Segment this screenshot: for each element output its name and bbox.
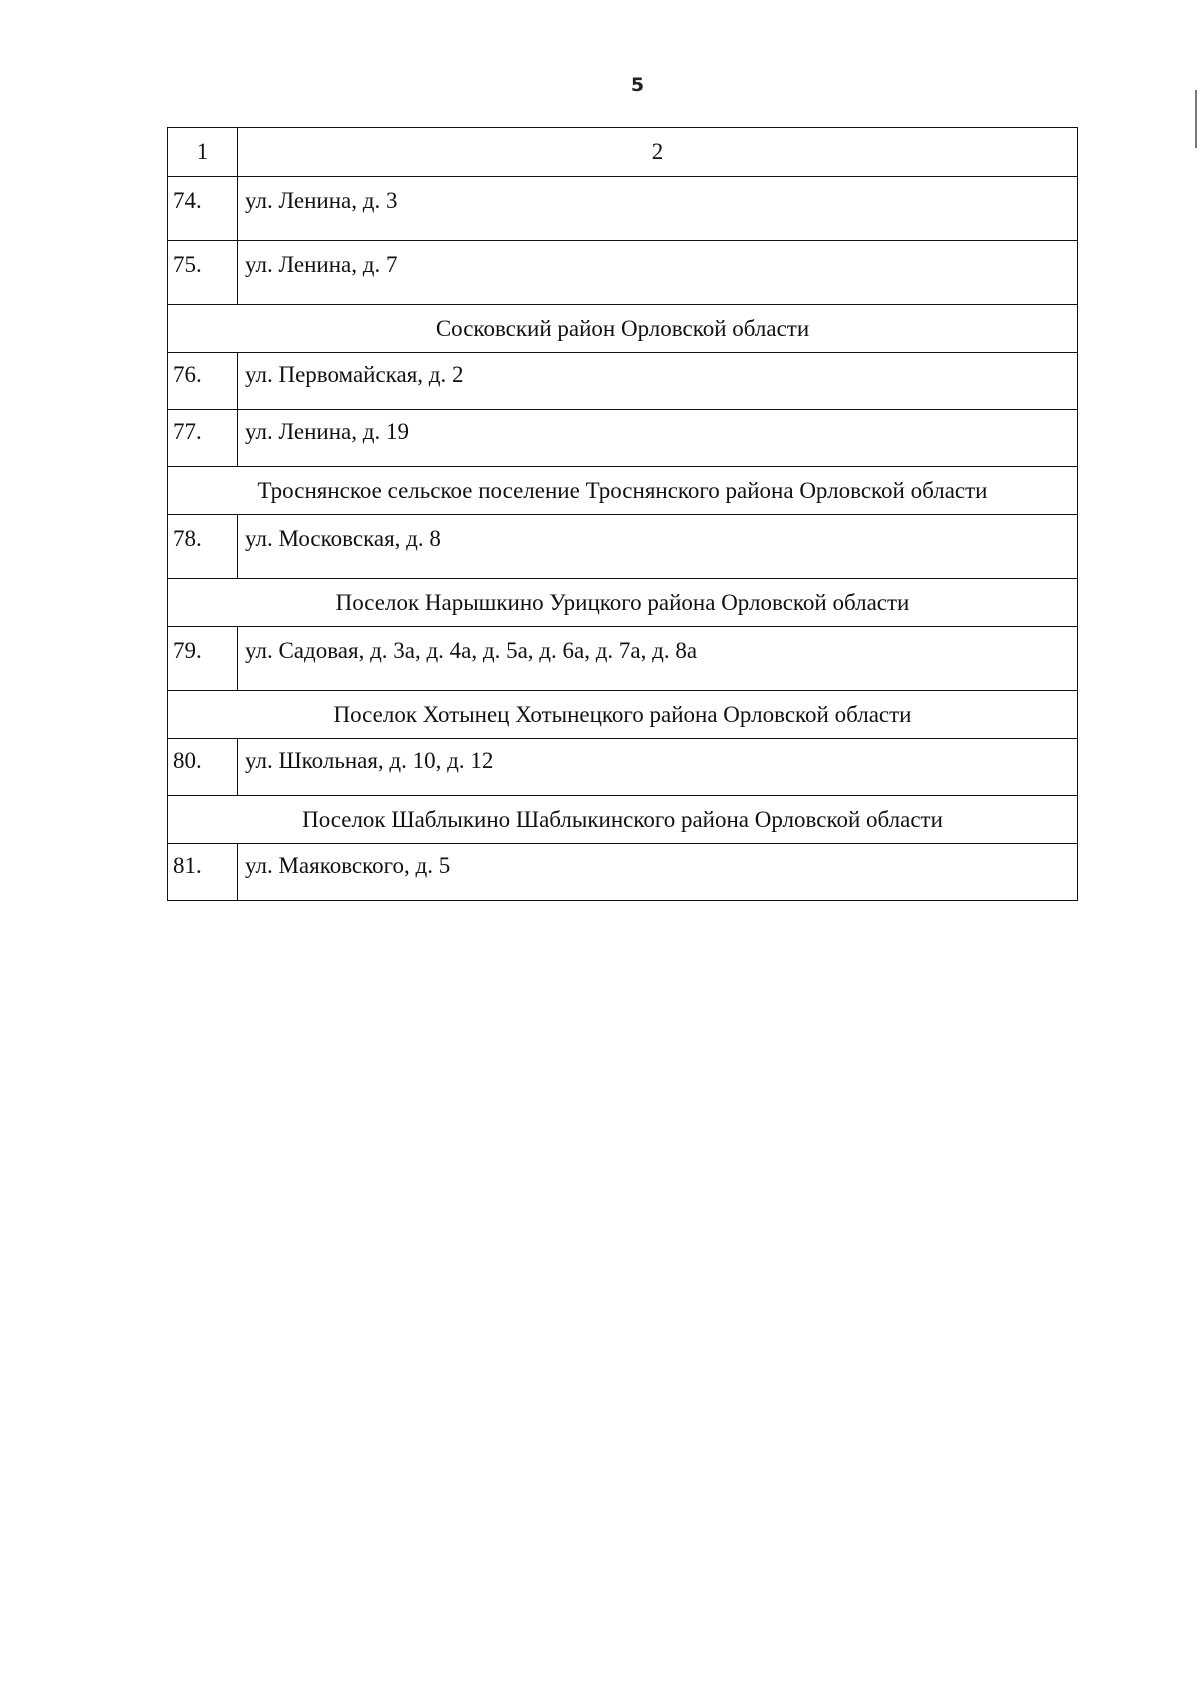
table-row [168,410,1078,467]
page-number: 5 [630,74,645,96]
table-header-row [168,128,1078,177]
row-number: 76. [168,353,238,410]
group-heading: Поселок Нарышкино Урицкого района Орловской области [168,579,1078,627]
group-heading: Поселок Шаблыкино Шаблыкинского района Орловской области [168,796,1078,844]
group-heading: Сосковский район Орловской области [168,305,1078,353]
group-heading-row [168,579,1078,627]
row-number: 75. [168,241,238,305]
header-col-2: 2 [238,128,1078,177]
row-address: ул. Школьная, д. 10, д. 12 [238,739,1078,796]
table-row [168,241,1078,305]
group-heading-row [168,691,1078,739]
row-number: 77. [168,410,238,467]
table-row [168,627,1078,691]
table-row [168,177,1078,241]
row-number: 79. [168,627,238,691]
group-heading-row [168,305,1078,353]
address-table [167,127,1078,901]
table-row [168,844,1078,901]
row-number: 74. [168,177,238,241]
group-heading-row [168,467,1078,515]
row-address: ул. Первомайская, д. 2 [238,353,1078,410]
group-heading-row [168,796,1078,844]
table-row [168,353,1078,410]
table-row [168,515,1078,579]
row-address: ул. Ленина, д. 3 [238,177,1078,241]
table-row [168,739,1078,796]
row-number: 81. [168,844,238,901]
row-address: ул. Ленина, д. 7 [238,241,1078,305]
group-heading: Поселок Хотынец Хотынецкого района Орловской области [168,691,1078,739]
scan-edge-line [1195,90,1197,148]
header-col-1: 1 [168,128,238,177]
row-address: ул. Ленина, д. 19 [238,410,1078,467]
row-address: ул. Садовая, д. 3а, д. 4а, д. 5а, д. 6а, д. 7а, д. 8а [238,627,1078,691]
group-heading: Троснянское сельское поселение Троснянского района Орловской области [168,467,1078,515]
row-address: ул. Маяковского, д. 5 [238,844,1078,901]
row-address: ул. Московская, д. 8 [238,515,1078,579]
row-number: 78. [168,515,238,579]
row-number: 80. [168,739,238,796]
